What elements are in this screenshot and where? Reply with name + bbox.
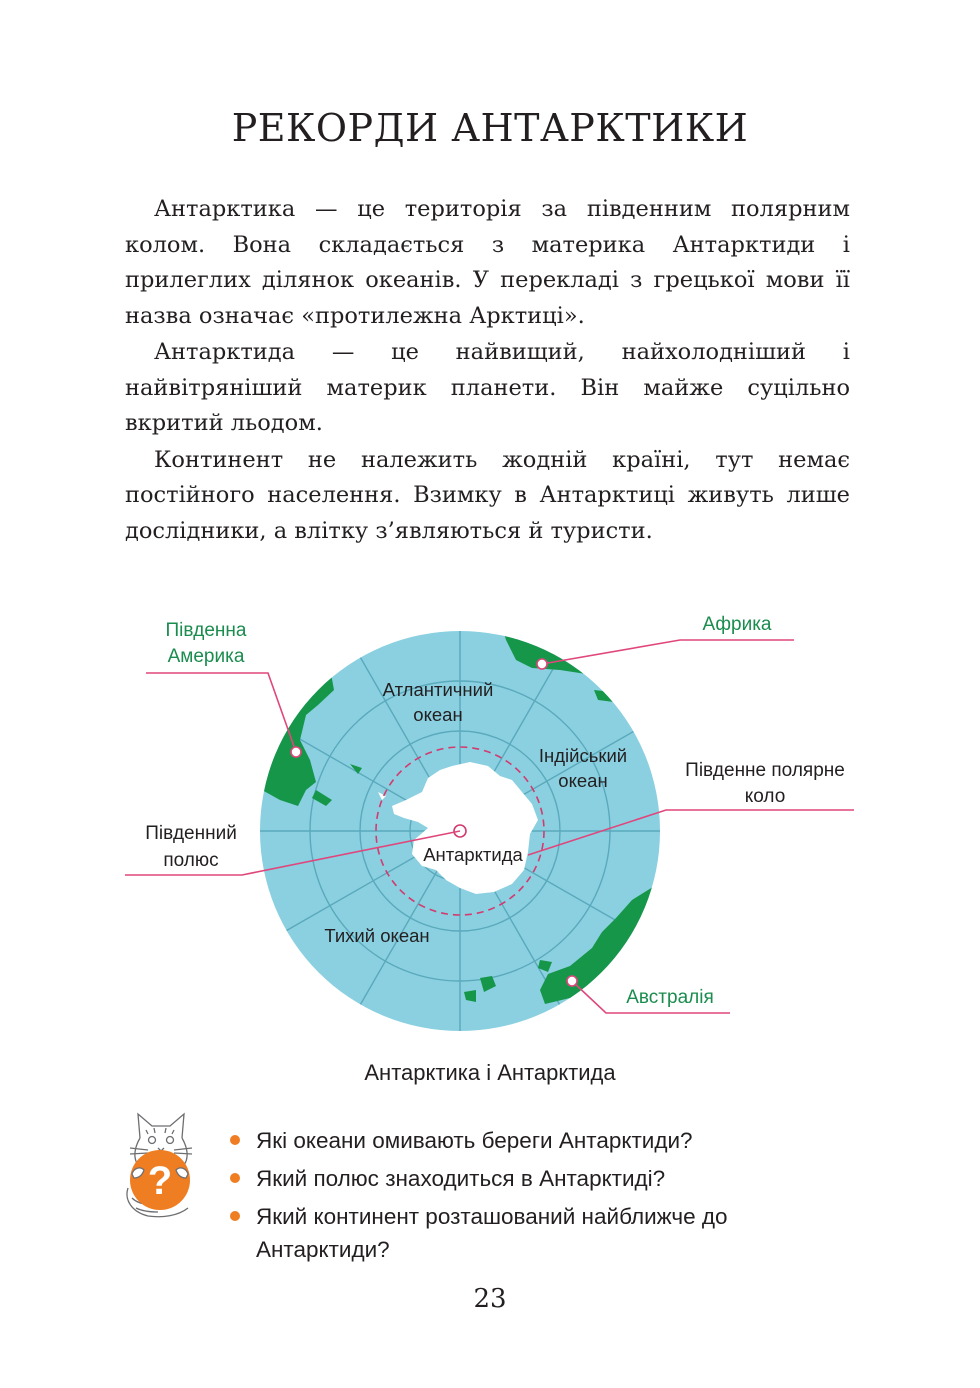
label-south-america-1: Південна: [165, 620, 247, 641]
label-south-america-2: Америка: [167, 646, 245, 667]
south-america-marker: [291, 747, 301, 757]
bullet-icon: [230, 1173, 240, 1183]
australia-marker: [567, 976, 577, 986]
question-1: [230, 1124, 790, 1157]
label-polar-circle-1: Південне полярне: [685, 760, 845, 781]
svg-text:?: ?: [147, 1159, 173, 1203]
question-2: [230, 1162, 790, 1195]
paragraph-3: Континент не належить жодній країні, тут немає постійного населення. Взимку в Антарктиці живуть лише дослідники, а влітку з’являються й туристи.: [125, 446, 850, 544]
label-polar-circle-2: коло: [744, 786, 786, 807]
label-pacific: Тихий океан: [324, 925, 430, 946]
body-text: [125, 192, 850, 549]
questions-list: [230, 1124, 790, 1271]
page-title: РЕКОРДИ АНТАРКТИКИ: [231, 106, 749, 150]
question-text: Який континент розташований найближче до Антарктиди?: [256, 1204, 728, 1262]
paragraph-2: Антарктида — це найвищий, найхолодніший і найвітряніший материк планети. Він майже суцільно вкритий льодом.: [125, 339, 850, 436]
africa-marker: [537, 659, 547, 669]
label-south-pole-2: полюс: [163, 850, 219, 871]
antarctica-map: [0, 600, 980, 1040]
label-africa: Африка: [702, 614, 772, 635]
cat-with-question-mark-icon: [118, 1108, 202, 1220]
label-indian-2: океан: [558, 770, 608, 791]
map-caption: Антарктика і Антарктида: [364, 1060, 616, 1085]
label-atlantic-2: океан: [413, 704, 463, 725]
label-atlantic-1: Атлантичний: [382, 679, 494, 700]
paragraph-1: Антарктика — це територія за південним полярним колом. Вона складається з материка Антарктиди і прилеглих ділянок океанів. У перекладі з грецької мови її назва означає «протилежна Арктиці».: [125, 196, 850, 329]
label-south-pole-1: Південний: [145, 823, 237, 844]
label-antarctida: Антарктида: [423, 844, 523, 865]
bullet-icon: [230, 1211, 240, 1221]
label-australia: Австралія: [626, 987, 714, 1008]
question-text: Які океани омивають береги Антарктиди?: [256, 1128, 693, 1153]
question-text: Який полюс знаходиться в Антарктиді?: [256, 1166, 666, 1191]
question-3: [230, 1200, 790, 1266]
bullet-icon: [230, 1135, 240, 1145]
label-indian-1: Індійський: [538, 745, 628, 766]
page-number: 23: [473, 1284, 507, 1314]
